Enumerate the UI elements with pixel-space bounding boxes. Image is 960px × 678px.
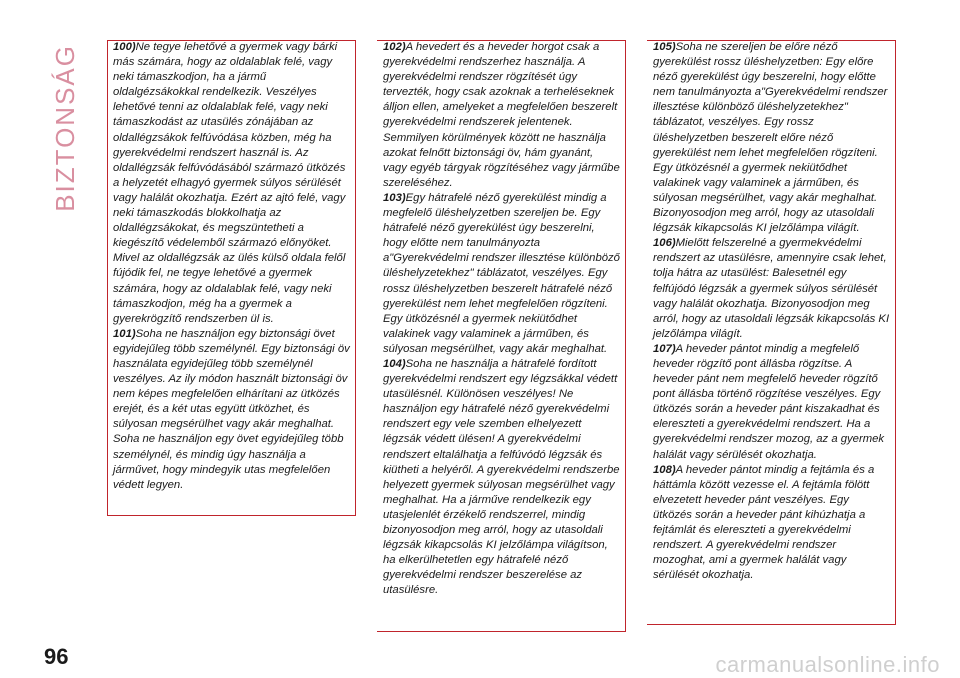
warning-column-2 (377, 40, 626, 632)
warning-number: 105) (653, 41, 676, 53)
warning-text: A heveder pántot mindig a fejtámla és a háttámla között vezesse el. A fejtámla fölött elvezetett heveder pánt veszélyes. Egy ütközés során a heveder pánt kihúzhatja a fejtámlát és elereszteti a gyerekvédelmi rendszert. A gyerekvédelmi rendszer mozoghat, ami a gyermek halálát vagy sérülését okozhatja. (653, 463, 875, 582)
warning-text: Egy hátrafelé néző gyerekülést mindig a megfelelő üléshelyzetben szereljen be. Egy hátrafelé néző gyerekülést úgy beszerelni, hogy előtte nem tanulmányozta a"Gyerekvédelmi rendszer illesztése különböző üléshelyzetekhez" táblázatot, veszélyes. Egy rossz üléshelyzetben beszerelt hátrafelé néző gyerekülést nem lehet megfelelően rögzíteni. Egy ütközésnél a gyermek nekiütődhet valakinek vagy valaminek a járműben, és súlyosan megsérülhet, vagy akár meghalhat. (383, 191, 620, 355)
section-title: BIZTONSÁG (50, 44, 80, 212)
warning-number: 103) (383, 191, 406, 204)
watermark: carmanualsonline.info (715, 652, 940, 677)
warning-text: Mielőtt felszerelné a gyermekvédelmi rendszert az utasülésre, amennyire csak lehet, tolja hátra az utasülést: Balesetnél egy felfújódó légzsák a gyermek súlyos sérülését vagy halálát okozhatja. Bizonyosodjon meg arról, hogy az utasoldali légzsák kikapcsolás KI jelzőlámpa világít. (653, 237, 890, 340)
warning-104 (383, 357, 620, 599)
warning-105 (653, 40, 890, 236)
warning-text: Ne tegye lehetővé a gyermek vagy bárki más számára, hogy az oldalablak felé, vagy neki támaszkodjon, ha a jármű oldalgézsákokkal rendelkezik. Veszélyes lehetővé tenni az oldalablak felé, vagy neki támaszkodást az utasülés zónájában az oldallégzsákok felfúvódása közben, még ha gyerekvédelmi rendszert használ is. Az oldallégzsák felfúvódásából származó ütközés a helyzetét elhagyó gyermek súlyos sérülését vagy halálát okozhatja. Ezért az ajtó felé, vagy neki támaszkodás blokkolhatja az oldallégzsákokat, és megszüntetheti a kiegészítő védelemből származó előnyöket. Mivel az oldallégzsák az ülés külső oldala felől fújódik fel, ne tegye lehetővé a gyermek számára, hogy az oldalablak felé, vagy neki támaszkodjon, még ha a gyermek a gyerekrögzítő rendszerben ül is. (113, 41, 346, 325)
warning-column-3 (647, 40, 896, 625)
warning-106 (653, 236, 890, 342)
warning-number: 101) (113, 327, 136, 340)
warning-number: 106) (653, 237, 676, 250)
warning-text: Soha ne szereljen be előre néző gyerekülést rossz üléshelyzetben: Egy előre néző gyerekülést úgy beszerelni, hogy előtte nem tanulmányozta a"Gyerekvédelmi rendszer illesztése különböző üléshelyzetekhez" táblázatot, veszélyes. Egy rossz üléshelyzetben beszerelt előre néző gyerekülést nem lehet megfelelően rögzíteni. Egy ütközésnél a gyermek nekiütődhet valakinek vagy valaminek a járműben, és súlyosan megsérülhet, vagy akár meghalhat. Bizonyosodjon meg arról, hogy az utasoldali légzsák kikapcsolás KI jelzőlámpa világít. (653, 41, 888, 235)
warning-number: 107) (653, 342, 676, 355)
warning-101 (113, 327, 350, 493)
warning-100 (113, 40, 350, 327)
warning-text: A heveder pántot mindig a megfelelő heveder rögzítő pont állásba rögzítse. A heveder pánt nem megfelelő heveder rögzítő pont állásba történő rögzítése veszélyes. Egy ütközés során a heveder pánt kiszakadhat és elereszteti a gyerekvédelmi rendszert. Ha a gyerekvédelmi rendszer mozog, az a gyermek halálát vagy sérülését okozhatja. (653, 342, 885, 461)
warning-number: 104) (383, 357, 406, 370)
column-left-rule (107, 40, 108, 516)
warning-102 (383, 40, 620, 191)
warning-107 (653, 342, 890, 463)
warning-number: 100) (113, 41, 136, 53)
page-number: 96 (44, 644, 69, 669)
warning-number: 108) (653, 463, 676, 476)
warning-103 (383, 191, 620, 357)
warning-text: A hevedert és a heveder horgot csak a gyerekvédelmi rendszerhez használja. A gyerekvédelmi rendszer rögzítését úgy tervezték, hogy csak azoknak a terheléseknek álljon ellen, amelyeket a megfelelően beszerelt gyerekvédelmi rendszerek jelentenek. Semmilyen körülmények között ne használja azokat felnőtt biztonsági öv, hám gyanánt, vagy egyéb tárgyak rögzítéséhez vagy járműbe szereléséhez. (383, 41, 620, 189)
warning-number: 102) (383, 41, 406, 53)
warning-text: Soha ne használja a hátrafelé fordított gyerekvédelmi rendszert egy légzsákkal védett utasülésnél. Különösen veszélyes! Ne használjon egy hátrafelé néző gyerekvédelmi rendszert egy vele szemben elhelyezett légzsák védett ülésen! A gyerekvédelmi rendszert eltalálhatja a felfúvódó légzsák és kiütheti a helyéről. A gyerekvédelmi rendszerbe helyezett gyermek súlyosan megsérülhet vagy meghalhat. Ha a járműve rendelkezik egy utasjelenlét érzékelő rendszerrel, mindig bizonyosodjon meg arról, hogy az utasoldali légzsák kikapcsolás KI jelzőlámpa világítson, ha elkerülhetetlen egy hátrafelé néző gyerekvédelmi rendszer beszerelése az utasülésre. (383, 357, 620, 597)
warning-text: Soha ne használjon egy biztonsági övet egyidejűleg több személynél. Egy biztonsági öv használata egyidejűleg több személynél veszélyes. Az ily módon használt biztonsági öv nem képes megfelelően elhárítani az ütközés erejét, és a két utas együtt ütközhet, és súlyosan megsérülhet vagy akár meghalhat. Soha ne használjon egy övet egyidejűleg több személynél, és mindig úgy használja a járművet, hogy mindegyik utas megfelelően védett legyen. (113, 327, 350, 491)
warning-108 (653, 463, 890, 584)
warning-column-1 (107, 40, 356, 516)
